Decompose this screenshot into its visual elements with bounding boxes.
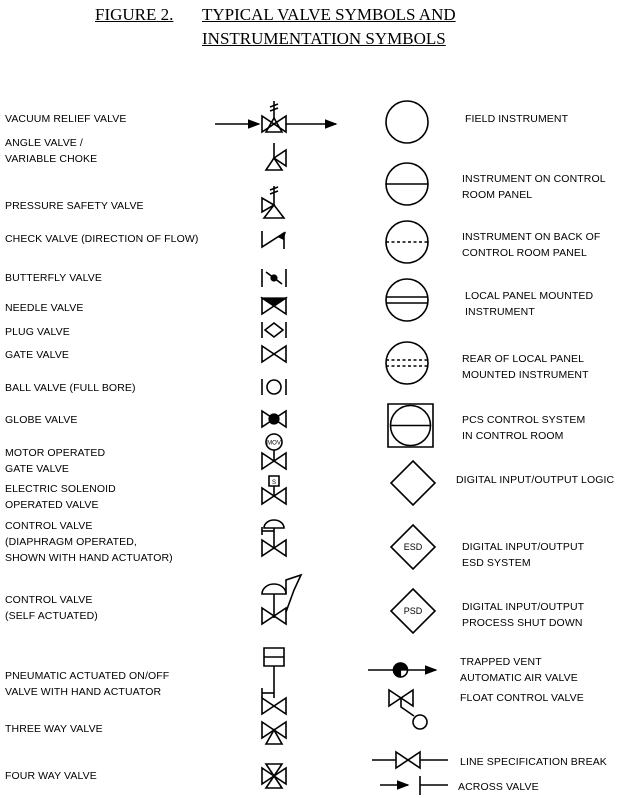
- solenoid-valve-icon: [262, 476, 286, 504]
- valve-label-pressure-safety: PRESSURE SAFETY VALVE: [5, 200, 144, 212]
- valve-label-butterfly: BUTTERFLY VALVE: [5, 272, 102, 284]
- gate-valve-icon: [262, 346, 286, 362]
- automatic-air-valve-icon: [368, 663, 436, 677]
- local-panel-icon: [386, 279, 428, 321]
- control-room-panel-icon: [386, 163, 428, 205]
- line-spec-break-icon: [372, 752, 448, 768]
- needle-valve-icon: [262, 298, 286, 314]
- valve-label-three-way: THREE WAY VALVE: [5, 723, 103, 735]
- figure-title-line2: INSTRUMENTATION SYMBOLS: [202, 29, 446, 48]
- valve-label-pneumatic: PNEUMATIC ACTUATED ON/OFF VALVE WITH HAND ACTUATOR: [5, 670, 170, 698]
- butterfly-valve-icon: [262, 269, 286, 287]
- figure-label: FIGURE 2.: [95, 5, 174, 24]
- vacuum-relief-valve-icon: [215, 101, 336, 132]
- instrument-label-local-panel: LOCAL PANEL MOUNTED INSTRUMENT: [465, 290, 594, 318]
- four-way-valve-icon: [262, 764, 286, 788]
- self-actuated-control-valve-icon: [262, 575, 301, 624]
- valve-label-motor-operated: MOTOR OPERATED GATE VALVE: [5, 447, 106, 475]
- process-shutdown-icon: [391, 589, 435, 633]
- valve-label-needle: NEEDLE VALVE: [5, 302, 84, 314]
- valve-label-check: CHECK VALVE (DIRECTION OF FLOW): [5, 233, 199, 245]
- esd-system-icon: [391, 525, 435, 569]
- valve-label-diaphragm-control: CONTROL VALVE (DIAPHRAGM OPERATED, SHOWN WITH HAND ACTUATOR): [5, 520, 173, 564]
- instrument-label-control-room-panel: INSTRUMENT ON CONTROL ROOM PANEL: [462, 173, 606, 201]
- field-instrument-icon: [386, 101, 428, 143]
- valve-label-vacuum-relief: VACUUM RELIEF VALVE: [5, 113, 127, 125]
- diaphragm-control-valve-icon: [262, 520, 286, 556]
- back-of-panel-icon: [386, 221, 428, 263]
- valve-label-plug: PLUG VALVE: [5, 326, 70, 338]
- pcs-control-system-icon: [388, 404, 433, 447]
- instrument-label-digital-io: DIGITAL INPUT/OUTPUT LOGIC: [456, 474, 615, 486]
- valve-label-four-way: FOUR WAY VALVE: [5, 770, 97, 782]
- valve-label-gate: GATE VALVE: [5, 349, 70, 361]
- across-valve-icon: [380, 776, 448, 795]
- instrument-label-float-control: FLOAT CONTROL VALVE: [460, 692, 584, 704]
- instrument-label-rear-local-panel: REAR OF LOCAL PANEL MOUNTED INSTRUMENT: [462, 353, 589, 381]
- valve-label-globe: GLOBE VALVE: [5, 414, 78, 426]
- instrument-label-air-valve: TRAPPED VENT AUTOMATIC AIR VALVE: [460, 656, 578, 684]
- instrument-label-back-of-panel: INSTRUMENT ON BACK OF CONTROL ROOM PANEL: [462, 231, 601, 259]
- pressure-safety-valve-icon: [262, 186, 284, 218]
- valve-label-self-actuated: CONTROL VALVE (SELF ACTUATED): [5, 594, 98, 622]
- plug-valve-icon: [262, 322, 286, 338]
- three-way-valve-icon: [262, 722, 286, 744]
- mov-tag: MOV: [267, 440, 281, 447]
- valve-label-solenoid: ELECTRIC SOLENOID OPERATED VALVE: [5, 483, 116, 511]
- ball-valve-icon: [262, 379, 286, 395]
- globe-valve-icon: [262, 411, 286, 427]
- figure-title-line1: TYPICAL VALVE SYMBOLS AND: [202, 5, 456, 24]
- instrument-label-across-valve: ACROSS VALVE: [458, 781, 539, 793]
- instrument-label-psd: DIGITAL INPUT/OUTPUT PROCESS SHUT DOWN: [462, 601, 585, 629]
- psd-tag: PSD: [403, 606, 423, 616]
- instrument-label-field: FIELD INSTRUMENT: [465, 113, 569, 125]
- instrument-label-line-spec-break: LINE SPECIFICATION BREAK: [460, 756, 607, 768]
- instrument-label-esd: DIGITAL INPUT/OUTPUT ESD SYSTEM: [462, 541, 585, 569]
- motor-operated-gate-valve-icon: [262, 434, 286, 469]
- solenoid-tag: S: [271, 480, 277, 486]
- pneumatic-valve-icon: [262, 648, 286, 714]
- esd-tag: ESD: [403, 542, 423, 552]
- angle-valve-icon: [266, 143, 286, 170]
- rear-local-panel-icon: [386, 342, 428, 384]
- instrument-label-pcs: PCS CONTROL SYSTEM IN CONTROL ROOM: [462, 414, 586, 442]
- valve-label-angle: ANGLE VALVE / VARIABLE CHOKE: [5, 137, 98, 165]
- check-valve-icon: [262, 231, 285, 249]
- valve-label-ball: BALL VALVE (FULL BORE): [5, 382, 136, 394]
- digital-io-logic-icon: [391, 461, 435, 505]
- float-control-valve-icon: [389, 690, 427, 729]
